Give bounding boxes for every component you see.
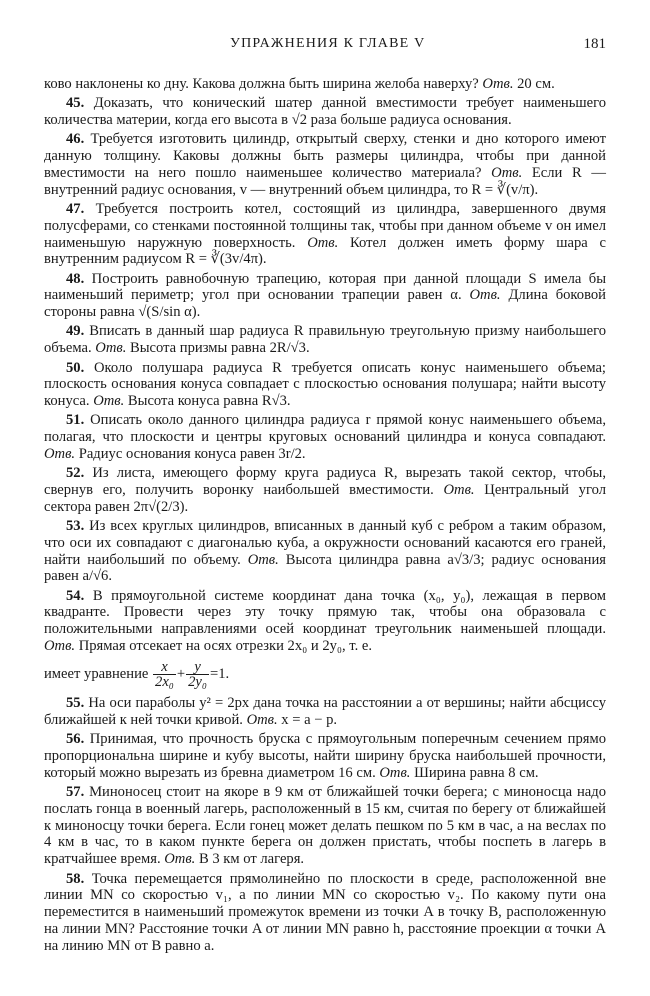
exercise-44-continuation: ково наклонены ко дну. Какова должна быть ширина желоба наверху? Отв. 20 см.	[44, 76, 555, 92]
answer-text: Длина боковой стороны равна √(S/sin α).	[44, 287, 606, 321]
fraction-y: $\frac{y}{\text{2y₀}}$	[188, 658, 207, 690]
exercise-49	[44, 323, 606, 357]
answer-label: Отв.	[247, 551, 279, 568]
exercise-number: 45.	[66, 95, 85, 112]
answer-text: Котел должен иметь форму шара с внутренним радиусом R = ∛(3v/4π).	[44, 234, 607, 268]
running-header	[44, 36, 606, 58]
answer-text: Если R — внутренний радиус основания, v — внутренний объем цилиндра, то R = ∛(v/π).	[44, 164, 607, 198]
exercise-number: 58.	[66, 870, 85, 887]
answer-text: Высота конуса равна R√3.	[124, 393, 291, 410]
exercise-number: 46.	[66, 131, 85, 148]
page-number: 181	[583, 36, 606, 52]
answer-label: Отв.	[246, 712, 278, 729]
answer-label: Отв.	[469, 287, 501, 304]
answer-text: x = a − p.	[277, 712, 338, 729]
answer-label: Отв.	[379, 764, 411, 781]
answer-label: Отв.	[482, 76, 514, 92]
exercise-number: 47.	[66, 201, 85, 218]
exercise-text: Описать около данного цилиндра радиуса r прямой конус наименьшего объема, полагая, что плоскости и центры круговых оснований цилиндра и конуса совпадают.	[44, 412, 606, 446]
answer-label: Отв.	[443, 482, 475, 498]
exercise-text: Около полушара радиуса R требуется описать конус наименьшего объема; плоскость основания конуса совпадает с плоскостью основания полушара; найти высоту конуса.	[44, 359, 606, 410]
exercise-text: Требуется изготовить цилиндр, открытый сверху, стенки и дно которого имеют данную толщину. Каковы должны быть размеры цилиндра, чтобы при данной вместимости на него пошло наименьшее количество материала?	[44, 131, 606, 181]
exercise-text: На оси параболы y² = 2px дана точка на расстоянии a от вершины; найти абсциссу ближайшей к ней точки кривой.	[44, 695, 606, 729]
answer-label: Отв.	[491, 164, 523, 181]
exercise-number: 56.	[66, 731, 85, 748]
exercise-number: 50.	[66, 359, 85, 376]
exercise-number: 57.	[66, 784, 85, 801]
exercise-number: 54.	[66, 587, 85, 604]
page	[44, 36, 607, 954]
exercise-45	[44, 95, 606, 129]
exercise-text: Доказать, что конический шатер данной вместимости требует наименьшего количества материи, когда его высота в √2 раза больше радиуса основания.	[44, 95, 606, 129]
exercise-text: Из всех круглых цилиндров, вписанных в данный куб с ребром a таким образом, что оси их совпадают с диагональю куба, а окружности оснований касаются его граней, найти наибольший по объему.	[44, 518, 606, 568]
exercise-54	[44, 588, 606, 655]
answer-label: Отв.	[307, 234, 339, 251]
exercise-55	[44, 695, 606, 729]
exercise-text: Вписать в данный шар радиуса R правильную треугольную призму наибольшего объема.	[44, 323, 606, 357]
answer-text: В 3 км от лагеря.	[195, 851, 305, 868]
answer-text: Высота призмы равна 2R/√3.	[126, 340, 310, 357]
exercise-text: Принимая, что прочность бруска с прямоугольным поперечным сечением прямо пропорциональна ширине и кубу высоты, найти ширину бруска наибольшей прочности, который можно вырезать из бревна диаметром 16 см.	[44, 731, 606, 781]
answer-text: Центральный угол сектора равен 2π√(2/3).	[44, 482, 606, 515]
answer-label: Отв.	[44, 445, 76, 462]
chapter-title: УПРАЖНЕНИЯ К ГЛАВЕ V	[230, 36, 426, 51]
exercise-text: В прямоугольной системе координат дана точка (x₀, y₀), лежащая в первом квадранте. Провести через эту точку прямую так, чтобы она образовала с положительными направлениями осей координат треугольник наименьшей площади.	[44, 587, 606, 638]
exercise-51	[44, 412, 606, 462]
fraction-x: $\frac{x}{\text{2x₀}}$	[155, 658, 174, 690]
exercise-56	[44, 731, 606, 781]
answer-text: Ширина равна 8 см.	[410, 764, 539, 781]
exercise-52	[44, 465, 606, 515]
exercise-48	[44, 271, 606, 321]
exercise-number: 55.	[66, 695, 85, 712]
answer-text: Радиус основания конуса равен 3r/2.	[75, 445, 306, 462]
exercise-list	[44, 76, 606, 957]
exercise-54-equation: имеет уравнение $\frac{x}{\text{2x₀}}$ + $\frac{y}{\text{2y₀}}$ =1.	[44, 658, 230, 690]
answer-label: Отв.	[95, 340, 127, 357]
answer-text: Прямая отсекает на осях отрезки 2x₀ и 2y₀, т. е.	[75, 637, 373, 654]
answer-label: Отв.	[93, 393, 125, 410]
exercise-47	[44, 201, 606, 268]
exercise-number: 48.	[66, 270, 85, 287]
exercise-53	[44, 518, 606, 585]
exercise-50	[44, 360, 606, 410]
exercise-text: Точка перемещается прямолинейно по плоскости в среде, расположенной вне линии MN со скоростью v₁, а по линии MN со скоростью v₂. По какому пути она переместится в наименьший промежуток времени из точки A в точку B, расположенную на линии MN? Расстояние точки A от линии MN равно h, расстояние проекции α точки A на линию MN от B равно a.	[44, 870, 606, 954]
answer-label: Отв.	[164, 851, 196, 868]
exercise-text: Из листа, имеющего форму круга радиуса R, вырезать такой сектор, чтобы, свернув его, получить воронку наибольшей вместимости.	[44, 465, 606, 498]
exercise-57	[44, 784, 606, 868]
exercise-number: 53.	[66, 518, 85, 535]
answer-label: Отв.	[44, 637, 76, 654]
exercise-number: 51.	[66, 412, 85, 429]
answer-text: 20 см.	[513, 76, 555, 92]
exercise-58	[44, 871, 606, 955]
exercise-number: 49.	[66, 323, 85, 340]
exercise-number: 52.	[66, 465, 85, 482]
exercise-text: Построить равнобочную трапецию, которая при данной площади S имела бы наименьший периметр; угол при основании трапеции равен α.	[44, 270, 606, 304]
exercise-46	[44, 131, 606, 198]
answer-text: Высота цилиндра равна a√3/3; радиус основания равен a/√6.	[44, 551, 606, 585]
exercise-text: Миноносец стоит на якоре в 9 км от ближайшей точки берега; с миноносца надо послать гонца в военный лагерь, расположенный в 15 км, считая по берегу от ближайшей к миноносцу точки берега. Если гонец может делать пешком по 5 км в час, а на веслах по 4 км в час, то в каком пункте берега он должен пристать, чтобы поспеть в лагерь в кратчайшее время.	[44, 784, 606, 868]
exercise-text: Требуется построить котел, состоящий из цилиндра, завершенного двумя полусферами, со стенками постоянной толщины так, чтобы при данном объеме v он имел наименьшую наружную поверхность.	[44, 201, 606, 251]
